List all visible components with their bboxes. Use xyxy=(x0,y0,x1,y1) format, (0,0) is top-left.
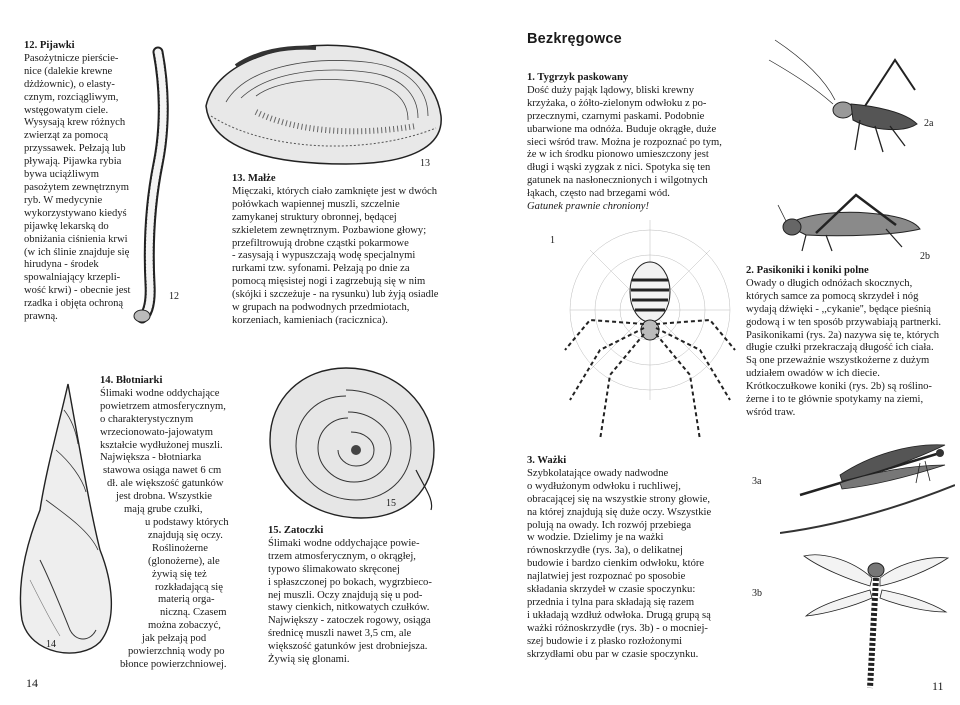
text-line: prawną. xyxy=(24,311,58,323)
text-line: wśród traw. xyxy=(746,406,796,418)
text-line: rurkami tzw. syfonami. Pełzają po dnie za xyxy=(232,263,410,275)
wasp-spider-illustration xyxy=(560,200,740,450)
text-line: Największy - zatoczek rogowy, osiąga xyxy=(268,615,431,627)
text-line: rozkładającą się xyxy=(155,581,223,593)
text-line: Mięczaki, których ciało zamknięte jest w dwóch xyxy=(232,185,438,197)
text-line: powierzchnią wody po xyxy=(128,646,225,658)
text-line: średnicę muszli nawet 3,5 cm, ale xyxy=(268,628,412,640)
page-heading: Bezkręgowce xyxy=(527,31,622,47)
text-line: u podstawy których xyxy=(145,516,229,528)
text-line: Krótkoczułkowe koniki (rys. 2b) są roślino- xyxy=(746,381,932,393)
text-line: krzyżaka, o żółto-zielonym odwłoku z po- xyxy=(527,97,707,109)
text-line: błonce powierzchniowej. xyxy=(120,658,227,670)
text-line: ryb. W medycynie xyxy=(24,194,103,206)
text-line: mają grube czułki, xyxy=(124,504,203,516)
text-line: długie czułki przekraczają długość ich ciała. xyxy=(746,342,934,354)
malze-body xyxy=(232,186,477,328)
text-line: stawowa osiąga nawet 6 cm xyxy=(103,465,222,477)
right-page xyxy=(480,0,960,705)
text-line: korzeniach, kamieniach (racicznica). xyxy=(232,314,388,326)
text-line: o wydłużonym odwłoku i ruchliwej, xyxy=(527,480,681,492)
page-number-right: 11 xyxy=(932,679,944,693)
text-line: - zasysają i wypuszczają wodę specjalnymi xyxy=(232,250,416,262)
tygrzyk-title: 1. Tygrzyk paskowany xyxy=(527,72,629,83)
text-line: wykorzystywano kiedyś xyxy=(24,207,127,219)
text-line: w grupach na podwodnych przedmiotach, xyxy=(232,302,410,314)
text-line: na której znajdują się duże oczy. Wszystkie xyxy=(527,506,712,518)
text-line: budowie i bardzo cienkim odwłoku, które xyxy=(527,558,705,570)
text-line: przyssawek. Pełzają lub xyxy=(24,143,126,155)
pasikoniki-title: 2. Pasikoniki i koniki polne xyxy=(746,265,869,276)
text-line: cznym, rozciągliwym, xyxy=(24,91,119,103)
malze-title: 13. Małże xyxy=(232,173,276,184)
fig-2a-label: 2a xyxy=(924,118,934,129)
text-line: Szybkolatające owady nadwodne xyxy=(527,467,669,479)
text-line: (w ich ślinie znajduje się xyxy=(24,246,130,258)
pasikoniki-section xyxy=(746,265,956,420)
text-line: przecznymi, czarnymi paskami. Podobnie xyxy=(527,110,705,122)
text-line: niczną. Czasem xyxy=(160,607,227,619)
text-line: pomocą mięsistej nogi i zagrzebują się w nim xyxy=(232,276,426,288)
text-line: Pasikonikami (rys. 2a) nazywa się te, których xyxy=(746,329,939,341)
fig-12-label: 12 xyxy=(169,291,179,302)
text-line: stawy cienkich, nitkowatych czułków. xyxy=(268,602,430,614)
text-line: nej muszli. Oczy znajdują się u pod- xyxy=(268,589,423,601)
text-line: typowo ślimakowato skręconej xyxy=(268,563,400,575)
page-number-left: 14 xyxy=(26,676,38,690)
damselfly-illustration xyxy=(780,435,955,545)
blotniarki-body xyxy=(100,388,260,672)
fig-2b-label: 2b xyxy=(920,251,930,262)
leech-illustration xyxy=(128,44,178,324)
text-line: trzem atmosferycznym, o okrągłej, xyxy=(268,550,416,562)
text-line: udziałem owadów w ich diecie. xyxy=(746,368,880,380)
text-line: skrzydłami obu par w czasie spoczynku. xyxy=(527,648,699,660)
text-line: że w ich środku pionowo umieszczony jest xyxy=(527,149,709,161)
text-line: powietrzem atmosferycznym, xyxy=(100,400,226,412)
text-line: długi i wąski zygzak z nici. Spotyka się ten xyxy=(527,162,711,174)
tygrzyk-protected-note: Gatunek prawnie chroniony! xyxy=(527,201,649,213)
text-line: których samce za pomocą skrzydeł i nóg xyxy=(746,290,919,302)
text-line: równoskrzydłe (rys. 3a), o delikatnej xyxy=(527,545,683,557)
blotniarki-title: 14. Błotniarki xyxy=(100,375,163,386)
text-line: ubarwione ma odnóża. Buduje okrągłe, duże xyxy=(527,123,717,135)
zatoczki-body xyxy=(268,538,473,667)
text-line: Dość duży pająk lądowy, bliski krewny xyxy=(527,84,695,96)
tygrzyk-body xyxy=(527,85,757,201)
blotniarki-section xyxy=(100,375,260,672)
text-line: sieci wśród traw. Można je rozpoznać po tym, xyxy=(527,136,722,148)
text-line: składania skrzydeł w czasie spoczynku: xyxy=(527,584,696,596)
pijawki-title: 12. Pijawki xyxy=(24,40,75,51)
text-line: wstęgowatym ciele. xyxy=(24,104,109,116)
text-line: (glonożerne), ale xyxy=(148,555,220,567)
fig-15-label: 15 xyxy=(386,498,396,509)
zatoczki-title: 15. Zatoczki xyxy=(268,525,324,536)
fig-13-label: 13 xyxy=(420,158,430,169)
text-line: Pasożytnicze pierście- xyxy=(24,52,119,64)
text-line: żerne i to te głównie spotykamy na ziemi, xyxy=(746,394,924,406)
ramshorn-snail-illustration xyxy=(256,360,446,525)
text-line: najlatwiej jest rozpoznać po sposobie xyxy=(527,571,686,583)
fig-14-label: 14 xyxy=(46,639,56,650)
text-line: dł. ale większość gatunków xyxy=(107,478,224,490)
text-line: polują na owady. Ich rozwój przebiega xyxy=(527,519,692,531)
text-line: kształcie wydłużonej muszli. xyxy=(100,439,223,451)
bush-cricket-illustration xyxy=(765,20,925,160)
text-line: wość krwi) - obecnie jest xyxy=(24,285,131,297)
text-line: Ślimaki wodne oddychające xyxy=(100,387,220,399)
text-line: godową i w ten sposób przywabiają partnerki. xyxy=(746,316,942,328)
text-line: Największa - błotniarka xyxy=(100,452,202,464)
text-line: Wysysają krew różnych xyxy=(24,117,126,129)
text-line: obniżania ciśnienia krwi xyxy=(24,233,128,245)
wazki-title: 3. Ważki xyxy=(527,455,567,466)
zatoczki-section xyxy=(268,525,473,667)
text-line: zwierząt za pomocą xyxy=(24,130,109,142)
text-line: większość gatunków jest drobniejsza. xyxy=(268,641,428,653)
text-line: przednia i tylna para składają się razem xyxy=(527,596,695,608)
text-line: (skójki i szczeżuje - na rysunku) lub żyją osiadle xyxy=(232,289,439,301)
text-line: ważki różnoskrzydłe (rys. 3b) - o mocniej- xyxy=(527,622,708,634)
grasshopper-illustration xyxy=(776,185,926,255)
text-line: dżdżownic), o elasty- xyxy=(24,78,115,90)
text-line: spowalniający krzepli- xyxy=(24,272,121,284)
text-line: Owady o długich odnóżach skocznych, xyxy=(746,277,913,289)
text-line: Są one przeważnie wszystkożerne z dużym xyxy=(746,355,930,367)
fig-1-label: 1 xyxy=(550,235,555,246)
text-line: łąkach, często nad brzegami wód. xyxy=(527,188,670,200)
text-line: Roślinożerne xyxy=(152,542,208,554)
text-line: w wodzie. Dzielimy je na ważki xyxy=(527,532,664,544)
text-line: Żywią się glonami. xyxy=(268,654,350,666)
text-line: przefiltrowują drobne cząstki pokarmowe xyxy=(232,237,409,249)
text-line: rzadka i objęta ochroną xyxy=(24,298,124,310)
text-line: szej budowie i z płasko rozłożonymi xyxy=(527,635,683,647)
text-line: znajdują się oczy. xyxy=(148,529,223,541)
text-line: wrzecionowato-jajowatym xyxy=(100,426,213,438)
malze-section xyxy=(232,173,477,328)
text-line: bywa uciążliwym xyxy=(24,169,100,181)
text-line: zamykanej struktury obronnej, będącej xyxy=(232,211,397,223)
text-line: hirudyna - środek xyxy=(24,259,99,271)
mussel-illustration xyxy=(196,36,446,176)
text-line: Ślimaki wodne oddychające powie- xyxy=(268,537,420,549)
wazki-section xyxy=(527,455,737,662)
text-line: gatunek na nasłonecznionych i wilgotnych xyxy=(527,175,708,187)
dragonfly-illustration xyxy=(800,548,950,698)
text-line: o charakterystycznym xyxy=(100,413,194,425)
text-line: i spłaszczonej po bokach, wygrzbieco- xyxy=(268,576,432,588)
tygrzyk-section xyxy=(527,72,757,214)
text-line: wydają dźwięki - ,,cykanie'', będące pieśnią xyxy=(746,303,932,315)
text-line: jest drobna. Wszystkie xyxy=(116,491,213,503)
text-line: pływają. Pijawka rybia xyxy=(24,156,122,168)
text-line: pasożytem zewnętrznym xyxy=(24,181,130,193)
text-line: połówkach wapiennej muszli, szczelnie xyxy=(232,198,400,210)
text-line: można zobaczyć, xyxy=(148,620,221,632)
wazki-body xyxy=(527,468,737,662)
text-line: żywią się też xyxy=(152,568,207,580)
text-line: nice (dalekie krewne xyxy=(24,65,113,77)
fig-3b-label: 3b xyxy=(752,588,762,599)
text-line: materią orga- xyxy=(158,594,215,606)
text-line: szkieletem zewnętrznym. Pozbawione głowy; xyxy=(232,224,427,236)
text-line: i układają wzdłuż odwłoka. Drugą grupą są xyxy=(527,609,711,621)
pasikoniki-body xyxy=(746,278,956,420)
fig-3a-label: 3a xyxy=(752,476,762,487)
text-line: obracającej się na wszystkie strony głowie, xyxy=(527,493,710,505)
text-line: jak pełzają pod xyxy=(142,633,207,645)
text-line: pijawkę lekarską do xyxy=(24,220,109,232)
